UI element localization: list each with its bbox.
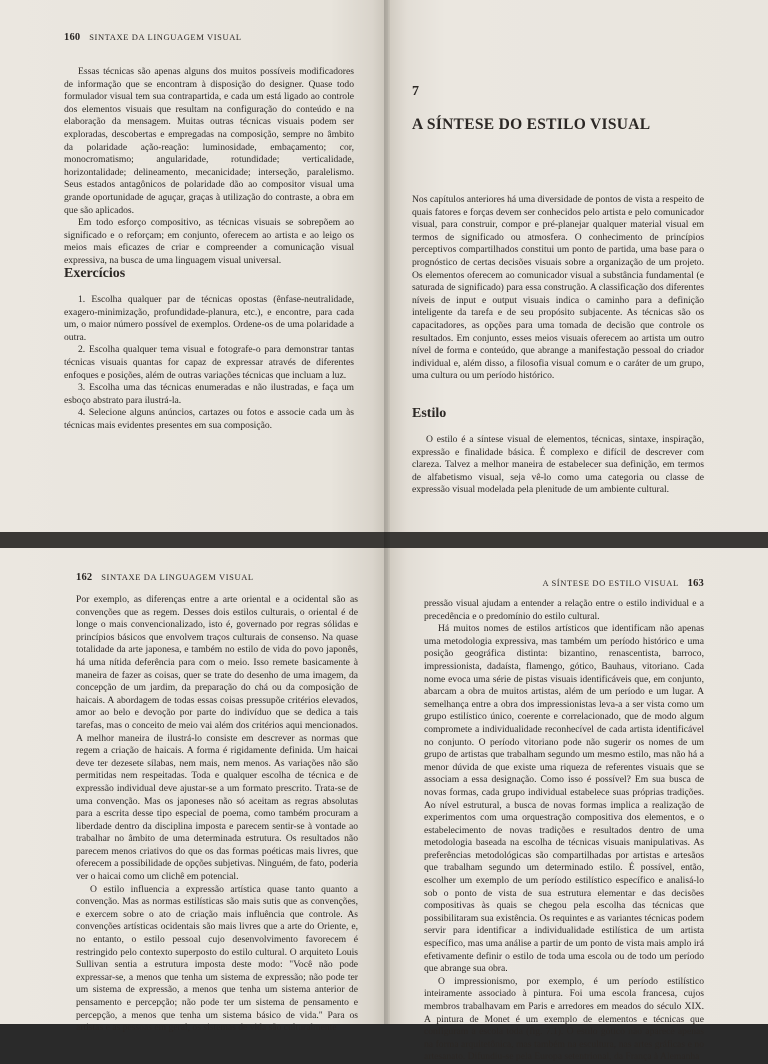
running-head: A SÍNTESE DO ESTILO VISUAL — [542, 578, 679, 588]
paragraph: Nos capítulos anteriores há uma diversidade de pontos de vista a respeito de quais fatores e forças devem ser conhecidos pelo artista e pelo comunicador visual, para construir, compor e pré-planejar qualquer material visual em termos de significado ou atmosfera. O conhecimento de princípios perceptivos compartilhados constitui um ponto de partida, uma base para o prognóstico de certas decisões visuais sobre a organização de um projeto. Os elementos oferecem ao comunicador visual a substância fundamental (e saturada de significado) para essa construção. A classificação dos diferentes níveis de input e output visuais indica o caminho para a definição inteligente da tarefa e de seu propósito subjacente. As técnicas são os capacitadores, as opções para uma tomada de decisão que controle os resultados. Em conjunto, esses meios visuais oferecem ao artista um outro nível de forma e conteúdo, que abrange a manifestação pessoal do criador individual e, além disso, a filosofia visual comum e o caráter de um grupo, uma cultura ou um período histórico. — [412, 194, 704, 382]
paragraph: O estilo influencia a expressão artística quase tanto quanto a convenção. Mas as normas estilísticas são mais sutis que as convenções, e exercem sobre o ato de criação mais influência que controle. As convenções artísticas ocidentais são mais livres que a arte do Oriente, e, no entanto, o estilo pessoal cujo desenvolvimento favorecem é restringido pelo contexto superposto do estilo cultural. O arquiteto Louis Sullivan sentia a estrutura imposta deste modo: "Você não pode expressar-se, a menos que tenha um sistema de expressão; não pode ter um sistema de expressão, a menos que tenha um sistema anterior de pensamento e percepção; não pode ter um sistema de pensamento e percepção, a menos que tenha um sistema básico de vida." Para os artistas e as pessoas em geral, os sistemas de vida são culturalmente — [76, 883, 358, 1034]
paragraph: Há muitos nomes de estilos artísticos que identificam não apenas uma metodologia expressiva, mas também um período histórico e uma posição geográfica distinta: bizantino, renascentista, barroco, impressionista, dadaísta, flamengo, gótico, Bauhaus, vitoriano. Cada nome evoca uma série de pistas visuais identificáveis que, em conjunto, abarcam a obra de muitos artistas, além de um período e um lugar. A semelhança entre a obra dos impressionistas leva-a a ser vista como um grupo estilístico único, coerente e correlacionado, que de modo algum compromete a individualidade reconhecível de cada artista identificável no conjunto. O período vitoriano pode não sugerir os nomes de um grupo de artistas que trabalham segundo um mesmo estilo, mas não há a menor dúvida de que existe uma riqueza de referentes visuais que se associam a essa designação. Como isso é possível? Em sua busca de novas formas, cada grupo individual estabelece suas próprias tradições. Ao nível estrutural, a busca de novas formas implica a realização de experimentos com uma orquestração compositiva dos elementos, e o estabelecimento de novas tradições e resultados dentro de uma metodologia baseada na escolha de técnicas visuais manipulativas. As preferências metodológicas são compartilhadas por artistas e artesãos que trabalham segundo um determinado estilo. É possível, então, escolher um exemplo de um período estilístico específico e analisá-lo sob o ponto de vista de sua estrutura elementar e das decisões compositivas às quais se chegou pela escolha das técnicas que possibilitaram sua existência. Os requintes e as variantes técnicas podem servir para identificar a individualidade estilística de um artista específico, mas uma análise a partir de um ponto de vista mais amplo irá efetivamente definir o estilo de toda uma escola ou de todo um período que abrange sua obra. — [424, 623, 704, 975]
paragraph: O estilo é a síntese visual de elementos, técnicas, sintaxe, inspiração, expressão e finalidade básica. É complexo e difícil de descrever com clareza. Talvez a melhor maneira de estabelecer sua definição, em termos de alfabetismo visual, seja vê-lo como uma categoria ou classe de expressão visual modelada pela plenitude de um ambiente cultural. — [412, 434, 704, 496]
page-number: 162 — [76, 572, 93, 583]
paragraph: pressão visual ajudam a entender a relação entre o estilo individual e a precedência e o predomínio do estilo cultural. — [424, 598, 704, 622]
section-heading: Exercícios — [64, 266, 126, 281]
paragraph: Em todo esforço compositivo, as técnicas visuais se sobrepõem ao significado e o reforçam; em conjunto, oferecem ao artista e ao leigo os meios mais eficazes de criar e compreender a comunicação visual expressiva, na busca de uma linguagem visual universal. — [64, 217, 354, 266]
book-gutter — [384, 0, 390, 1024]
page-160 — [0, 0, 388, 532]
body-text — [76, 594, 358, 1035]
paragraph: O impressionismo, por exemplo, é um período estilístico inteiramente associado à pintura. Foi uma escola francesa, cujos membros trabalhavam em Paris e arredores em meados do século XIX. A pintura de Monet é um exemplo de elementos e técnicas que configuram a escola toda (fig. 7.1). O estilo gótico não aparece apenas na forma arquitetônica, mas também na escultura, nas artes gráficas e no artesanato. Difundiu-se pela Europa setentrional, da França à Alemanha — [424, 975, 704, 1063]
chapter-intro — [412, 194, 704, 383]
body-text — [412, 434, 704, 497]
page-header — [76, 572, 254, 583]
page-162 — [0, 548, 388, 1034]
exercise-list — [64, 294, 354, 433]
exercise-item: 2. Escolha qualquer tema visual e fotografe-o para demonstrar tantas técnicas visuais quantas for capaz de expressar através de diferentes enfoques e posições, além de outras variações técnicas que incluam a luz. — [64, 344, 354, 381]
body-text — [64, 66, 354, 268]
running-head: SINTAXE DA LINGUAGEM VISUAL — [101, 572, 254, 582]
section-heading: Estilo — [412, 406, 447, 421]
page-number: 160 — [64, 32, 81, 43]
page-header — [64, 32, 242, 43]
running-head: SINTAXE DA LINGUAGEM VISUAL — [89, 32, 242, 42]
page-163 — [388, 548, 768, 1063]
page-header — [542, 578, 704, 589]
page-161 — [388, 0, 768, 532]
chapter-number: 7 — [412, 84, 419, 99]
body-text — [424, 598, 704, 1064]
exercise-item: 4. Selecione alguns anúncios, cartazes ou fotos e associe cada um às técnicas mais evidentes presentes em sua composição. — [64, 407, 354, 431]
paragraph: Essas técnicas são apenas alguns dos muitos possíveis modificadores de informação que se encontram à disposição do designer. Quase todo formulador visual tem sua contrapartida, e cada um está ligado ao controle dos elementos visuais que resultam na configuração do conteúdo e na elaboração da mensagem. Muitas outras técnicas visuais podem ser exploradas, descobertas e empregadas na composição, sempre no âmbito da polaridade ação-reação: luminosidade, embaçamento; cor, monocromatismo; angularidade, rotundidade; verticalidade, horizontalidade; delineamento, mecanicidade; interseção, paralelismo. Seus estados antagônicos de polaridade dão ao compositor visual uma grande oportunidade de aguçar, graças à utilização do contraste, a obra em que são aplicados. — [64, 66, 354, 216]
chapter-title: A SÍNTESE DO ESTILO VISUAL — [412, 116, 651, 133]
exercise-item: 1. Escolha qualquer par de técnicas opostas (ênfase-neutralidade, exagero-minimização, profundidade-planura, etc.), e encontre, para cada um, o maior número possível de exemplos. Ordene-os de uma polaridade a outra. — [64, 294, 354, 343]
exercise-item: 3. Escolha uma das técnicas enumeradas e não ilustradas, e faça um esboço abstrato para ilustrá-la. — [64, 382, 354, 406]
paragraph: Por exemplo, as diferenças entre a arte oriental e a ocidental são as convenções que as regem. Desses dois estilos culturais, o oriental é de longe o mais convencionalizado, isto é, governado por regras sólidas e princípios básicos que envolvem traços culturais de consenso. Na quase totalidade da arte japonesa, e também no estilo de vida do povo japonês, há uma nítida deferência para com o meio. Isso remete basicamente à maneira de fazer as coisas, quer se trate do desenho de uma imagem, da concepção de um jardim, da preparação do chá ou da composição de haicais. A abordagem de todas essas coisas pressupõe critérios elevados, amor ao belo e devoção por parte do indivíduo que se dedica a tais tarefas, mas o conceito de meio vai além dos critérios aqui mencionados. A melhor maneira de ilustrá-lo consiste em descrever as normas que regem a criação de haicais. A forma é rigidamente definida. Um haicai deve ter dezesete sílabas, nem mais, nem menos. As variações não são permitidas nem respeitadas. Toda e qualquer escolha de técnica e de expressão individual deve ajustar-se a um formato prescrito. Trata-se de uma convenção. Mas os japoneses não só aceitam as regras absolutas para a escrita desse tipo especial de poema, como também procuram a liberdade dentro da disciplina imposta e parecem sentir-se à vontade ao trabalhar no âmbito de uma determinada estrutura. Os resultados não parecem menos criativos do que os das formas poéticas mais livres, que oferecem a possibilidade de opções subjetivas. Ninguém, de fato, poderia ver o haicai como um clichê em potencial. — [76, 594, 358, 883]
page-number: 163 — [687, 578, 704, 589]
